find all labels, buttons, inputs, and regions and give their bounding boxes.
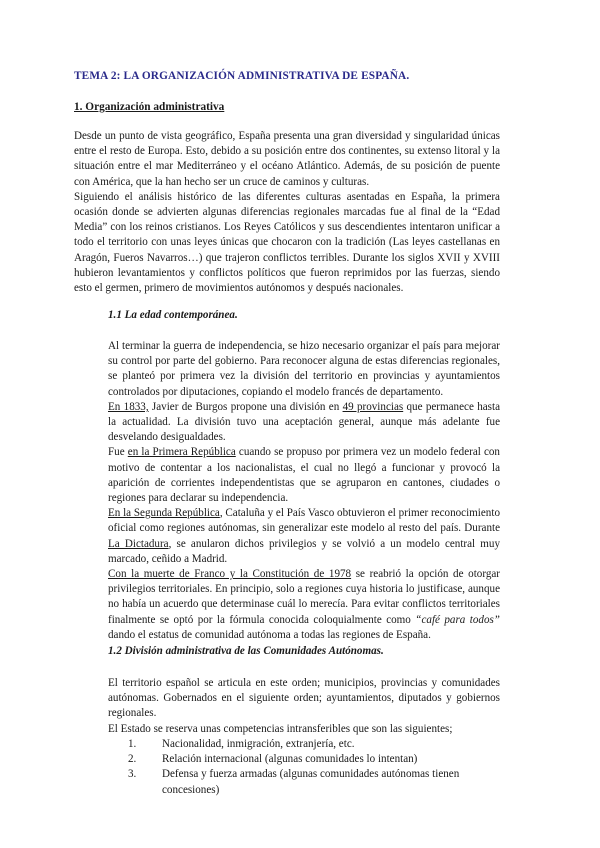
section-heading-1-1: 1.1 La edad contemporánea. (108, 309, 238, 321)
list-item: 3. Defensa y fuerza armadas (algunas comunidades autónomas tienen concesiones) (128, 768, 460, 796)
competences-list (108, 737, 500, 798)
underlined-text: Con la muerte de Franco y la Constitución de 1978 (108, 568, 352, 581)
list-item: 2. Relación internacional (algunas comunidades lo intentan) (128, 753, 418, 766)
paragraph: En la Segunda República, Cataluña y el País Vasco obtuvieron el primer reconocimiento oficial como regiones autónomas, sin generalizar este modelo al resto del país. Durante La Dictadura, se anularon dichos privilegios y se volvió a un modelo central muy marcado, ceñido a Madrid. (108, 507, 500, 565)
list-item: 1. Nacionalidad, inmigración, extranjería, etc. (128, 738, 355, 750)
underlined-text: La Dictadura (108, 537, 169, 550)
paragraph: El territorio español se articula en este orden; municipios, provincias y comunidades autónomas. Gobernados en el siguiente orden; ayuntamientos, diputados y gobiernos regionales. (108, 677, 500, 720)
italic-quote: “café para todos” (415, 613, 500, 626)
paragraph: Con la muerte de Franco y la Constitución de 1978 se reabrió la opción de otorgar privilegios territoriales. En principio, solo a regiones cuya historia lo justificase, aunque no había un acuerdo que determinase cuál lo merecía. Para evitar conflictos territoriales finalmente se optó por la fórmula conocida coloquialmente como “café para todos” dando el estatus de comunidad autónoma a todas las regiones de España. (108, 568, 500, 641)
document-title: TEMA 2: LA ORGANIZACIÓN ADMINISTRATIVA DE ESPAÑA. (74, 70, 410, 82)
paragraph: En 1833, Javier de Burgos propone una división en 49 provincias que permanece hasta la actualidad. La división tuvo una aceptación general, aunque más adelante fue desvelando desigualdades. (108, 400, 500, 444)
paragraph: El Estado se reserva unas competencias intransferibles que son las siguientes; (108, 722, 453, 735)
paragraph: Siguiendo el análisis histórico de las diferentes culturas asentadas en España, la primera ocasión donde se advierten algunas diferencias regionales marcadas fue al final de la “Edad Media” con los reinos cristianos. Los Reyes Católicos y sus descendientes intentaron unificar a todo el territorio con unas leyes únicas que chocaron con la tradición (Las leyes castellanas en Aragón, Fueros Navarros…) que trajeron conflictos terribles. Durante los siglos XVII y XVIII hubieron levantamientos y conflictos políticos que fueron reprimidos por las fuerzas, siendo esto el germen, primero de movimientos autónomos y después nacionales. (74, 190, 500, 295)
underlined-text: En 1833, (108, 400, 149, 413)
section-heading-1-2: 1.2 División administrativa de las Comunidades Autónomas. (108, 645, 384, 657)
paragraph: Fue en la Primera República cuando se propuso por primera vez un modelo federal con motivo de contentar a los nacionalistas, el cual no llegó a funcionar y provocó la aparición de corrientes independentistas que se agruparon en cantones, ciudades o regiones para declarar su independencia. (108, 446, 500, 505)
underlined-text: 49 provincias (342, 400, 404, 413)
section-heading-1: 1. Organización administrativa (74, 101, 225, 113)
section-1-2-body (108, 676, 500, 737)
section-1-1-body (108, 339, 500, 643)
underlined-text: en la Primera República (127, 446, 236, 459)
paragraph: Al terminar la guerra de independencia, se hizo necesario organizar el país para mejorar su control por parte del gobierno. Para reconocer alguna de estas diferencias regionales, se planteó por primera vez la división del territorio en provincias y ayuntamientos controlados por diputaciones, copiando el modelo francés de departamento. (108, 340, 500, 398)
section-1-body (74, 129, 500, 296)
paragraph: Desde un punto de vista geográfico, España presenta una gran diversidad y singularidad únicas entre el resto de Europa. Esto, debido a su posición entre dos continentes, su extenso litoral y la situación entre el mar Mediterráneo y el océano Atlántico. Además, de su posición de puente con América, que la han hecho ser un cruce de caminos y culturas. (74, 130, 500, 188)
underlined-text: En la Segunda República (108, 507, 220, 520)
